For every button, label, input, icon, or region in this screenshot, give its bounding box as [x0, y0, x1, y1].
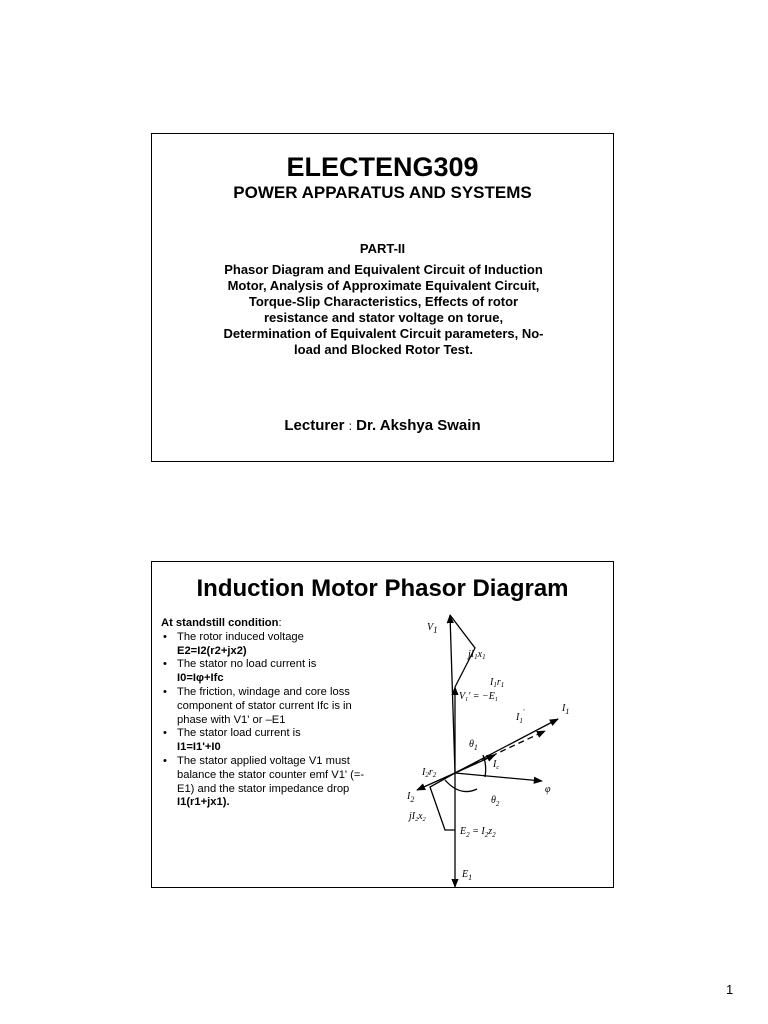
list-item: • The friction, windage and core loss component of stator current Ifc is in phase with V1' or –E1: [161, 686, 373, 727]
ic-phasor: [455, 755, 495, 773]
bullet-list: [161, 631, 373, 810]
Ic-label: $I_c$: [493, 759, 500, 771]
slide-body: [161, 617, 373, 810]
lecturer-separator: :: [348, 419, 352, 433]
flux-axis: [455, 773, 542, 781]
theta2-arc: [445, 780, 477, 792]
condition-heading: At standstill condition:: [161, 617, 282, 629]
part-label: PART-II: [359, 241, 406, 256]
equation: I1(r1+jx1).: [177, 796, 230, 809]
topics-line: Determination of Equivalent Circuit parameters, No-: [223, 326, 544, 341]
list-item: • The stator load current is I1=I1'+I0: [161, 727, 373, 755]
topics-line: Phasor Diagram and Equivalent Circuit of Induction: [224, 262, 543, 277]
list-item: • The rotor induced voltage E2=I2(r2+jx2): [161, 631, 373, 659]
phi-label: φ: [545, 784, 551, 795]
phasor-diagram: [405, 605, 587, 887]
theta1-label: $\theta_1$: [469, 739, 478, 752]
jI2x2-label: $jI_2x_2$: [409, 811, 426, 823]
equation: I1=I1'+I0: [177, 741, 221, 754]
E2-equation-label: $E_2 = I_2z_2$: [460, 826, 496, 839]
topics-line: Motor, Analysis of Approximate Equivalent Circuit,: [227, 278, 540, 293]
v1-phasor: [450, 615, 455, 773]
equation: I0=Iφ+Ifc: [177, 672, 224, 685]
topics-line: resistance and stator voltage on torue,: [263, 310, 504, 325]
I1r1-label: $I_1r_1$: [490, 677, 505, 689]
topics-line: load and Blocked Rotor Test.: [294, 342, 473, 357]
v1prime-label: $V_1' = -E_1$: [459, 691, 498, 703]
v1-label: V1: [427, 622, 438, 635]
E1-label: $E_1$: [462, 869, 473, 882]
theta2-label: $\theta_2$: [491, 795, 500, 808]
page-number: 1: [726, 982, 734, 997]
list-item: • The stator applied voltage V1 must balance the stator counter emf V1' (=-E1) and the stator impedance drop I1(r1+jx1).: [161, 755, 373, 810]
course-code: ELECTENG309: [286, 152, 479, 182]
impedance-triangle-lower: [430, 773, 455, 830]
jI1x1-label: $jI_1x_1$: [468, 649, 486, 661]
topics-line: Torque-Slip Characteristics, Effects of rotor: [248, 294, 519, 309]
title-slide: [151, 133, 614, 462]
I2r2-label: $I_2r_2$: [422, 767, 437, 779]
lecturer-label: Lecturer: [284, 417, 345, 434]
topics-description: [180, 262, 587, 358]
course-title: POWER APPARATUS AND SYSTEMS: [233, 183, 532, 202]
I2-label: $I_2$: [407, 791, 415, 804]
equation: E2=I2(r2+jx2): [177, 644, 247, 657]
lecturer-name: Dr. Akshya Swain: [356, 417, 481, 434]
lecturer-line: [152, 417, 613, 434]
I1-label: $I_1$: [562, 703, 570, 716]
list-item: • The stator no load current is I0=Iφ+Ifc: [161, 658, 373, 686]
slide-title: Induction Motor Phasor Diagram: [196, 575, 569, 602]
I1prime-label: $I_1'$: [516, 708, 525, 725]
